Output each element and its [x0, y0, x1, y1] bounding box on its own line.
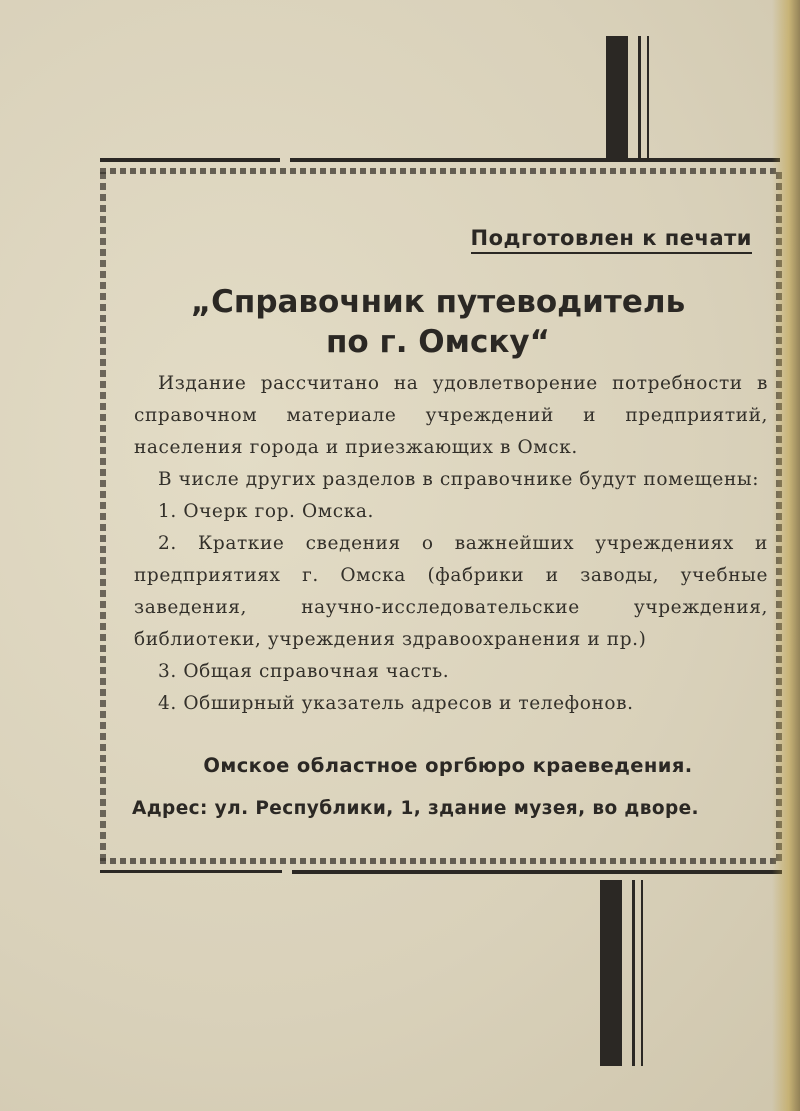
bottom-rule-right [292, 870, 782, 874]
list-item-1: 1. Очерк гор. Омска. [158, 501, 374, 522]
bottom-ornament-bars [600, 880, 643, 1066]
list-item-2: 2. Краткие сведения о важнейших учреждениях и предприятиях г. Омска (фабрики и заводы, учебные заведения, научно-исследовательские учреждения, библиотеки, учреждения здравоохранения и пр.) [134, 533, 768, 650]
notice-body [134, 368, 768, 720]
book-title-line-1: „Справочник путеводитель [190, 284, 686, 320]
paragraph-sections-intro: В числе других разделов в справочнике будут помещены: [158, 469, 760, 490]
book-title-line-2: по г. Омску“ [326, 324, 550, 360]
top-wavy-border [100, 168, 780, 174]
notice-frame [108, 178, 788, 866]
top-rule-left [100, 158, 280, 162]
organization-name: Омское областное оргбюро краеведения. [203, 754, 693, 777]
list-item-3: 3. Общая справочная часть. [158, 661, 450, 682]
left-wavy-border [100, 172, 106, 862]
paragraph-purpose: Издание рассчитано на удовлетворение потребности в справочном материале учреждений и предприятий, населения города и приезжающих в Омск. [134, 373, 768, 458]
page-edge-shadow [772, 0, 800, 1111]
top-ornament-bars [606, 36, 649, 158]
list-item-4: 4. Обширный указатель адресов и телефонов. [158, 693, 634, 714]
prepared-label: Подготовлен к печати [471, 226, 752, 254]
book-title [108, 282, 768, 362]
bottom-rule-left [100, 870, 282, 873]
top-rule-right [290, 158, 780, 162]
organization-address: Адрес: ул. Республики, 1, здание музея, во дворе. [132, 798, 699, 819]
